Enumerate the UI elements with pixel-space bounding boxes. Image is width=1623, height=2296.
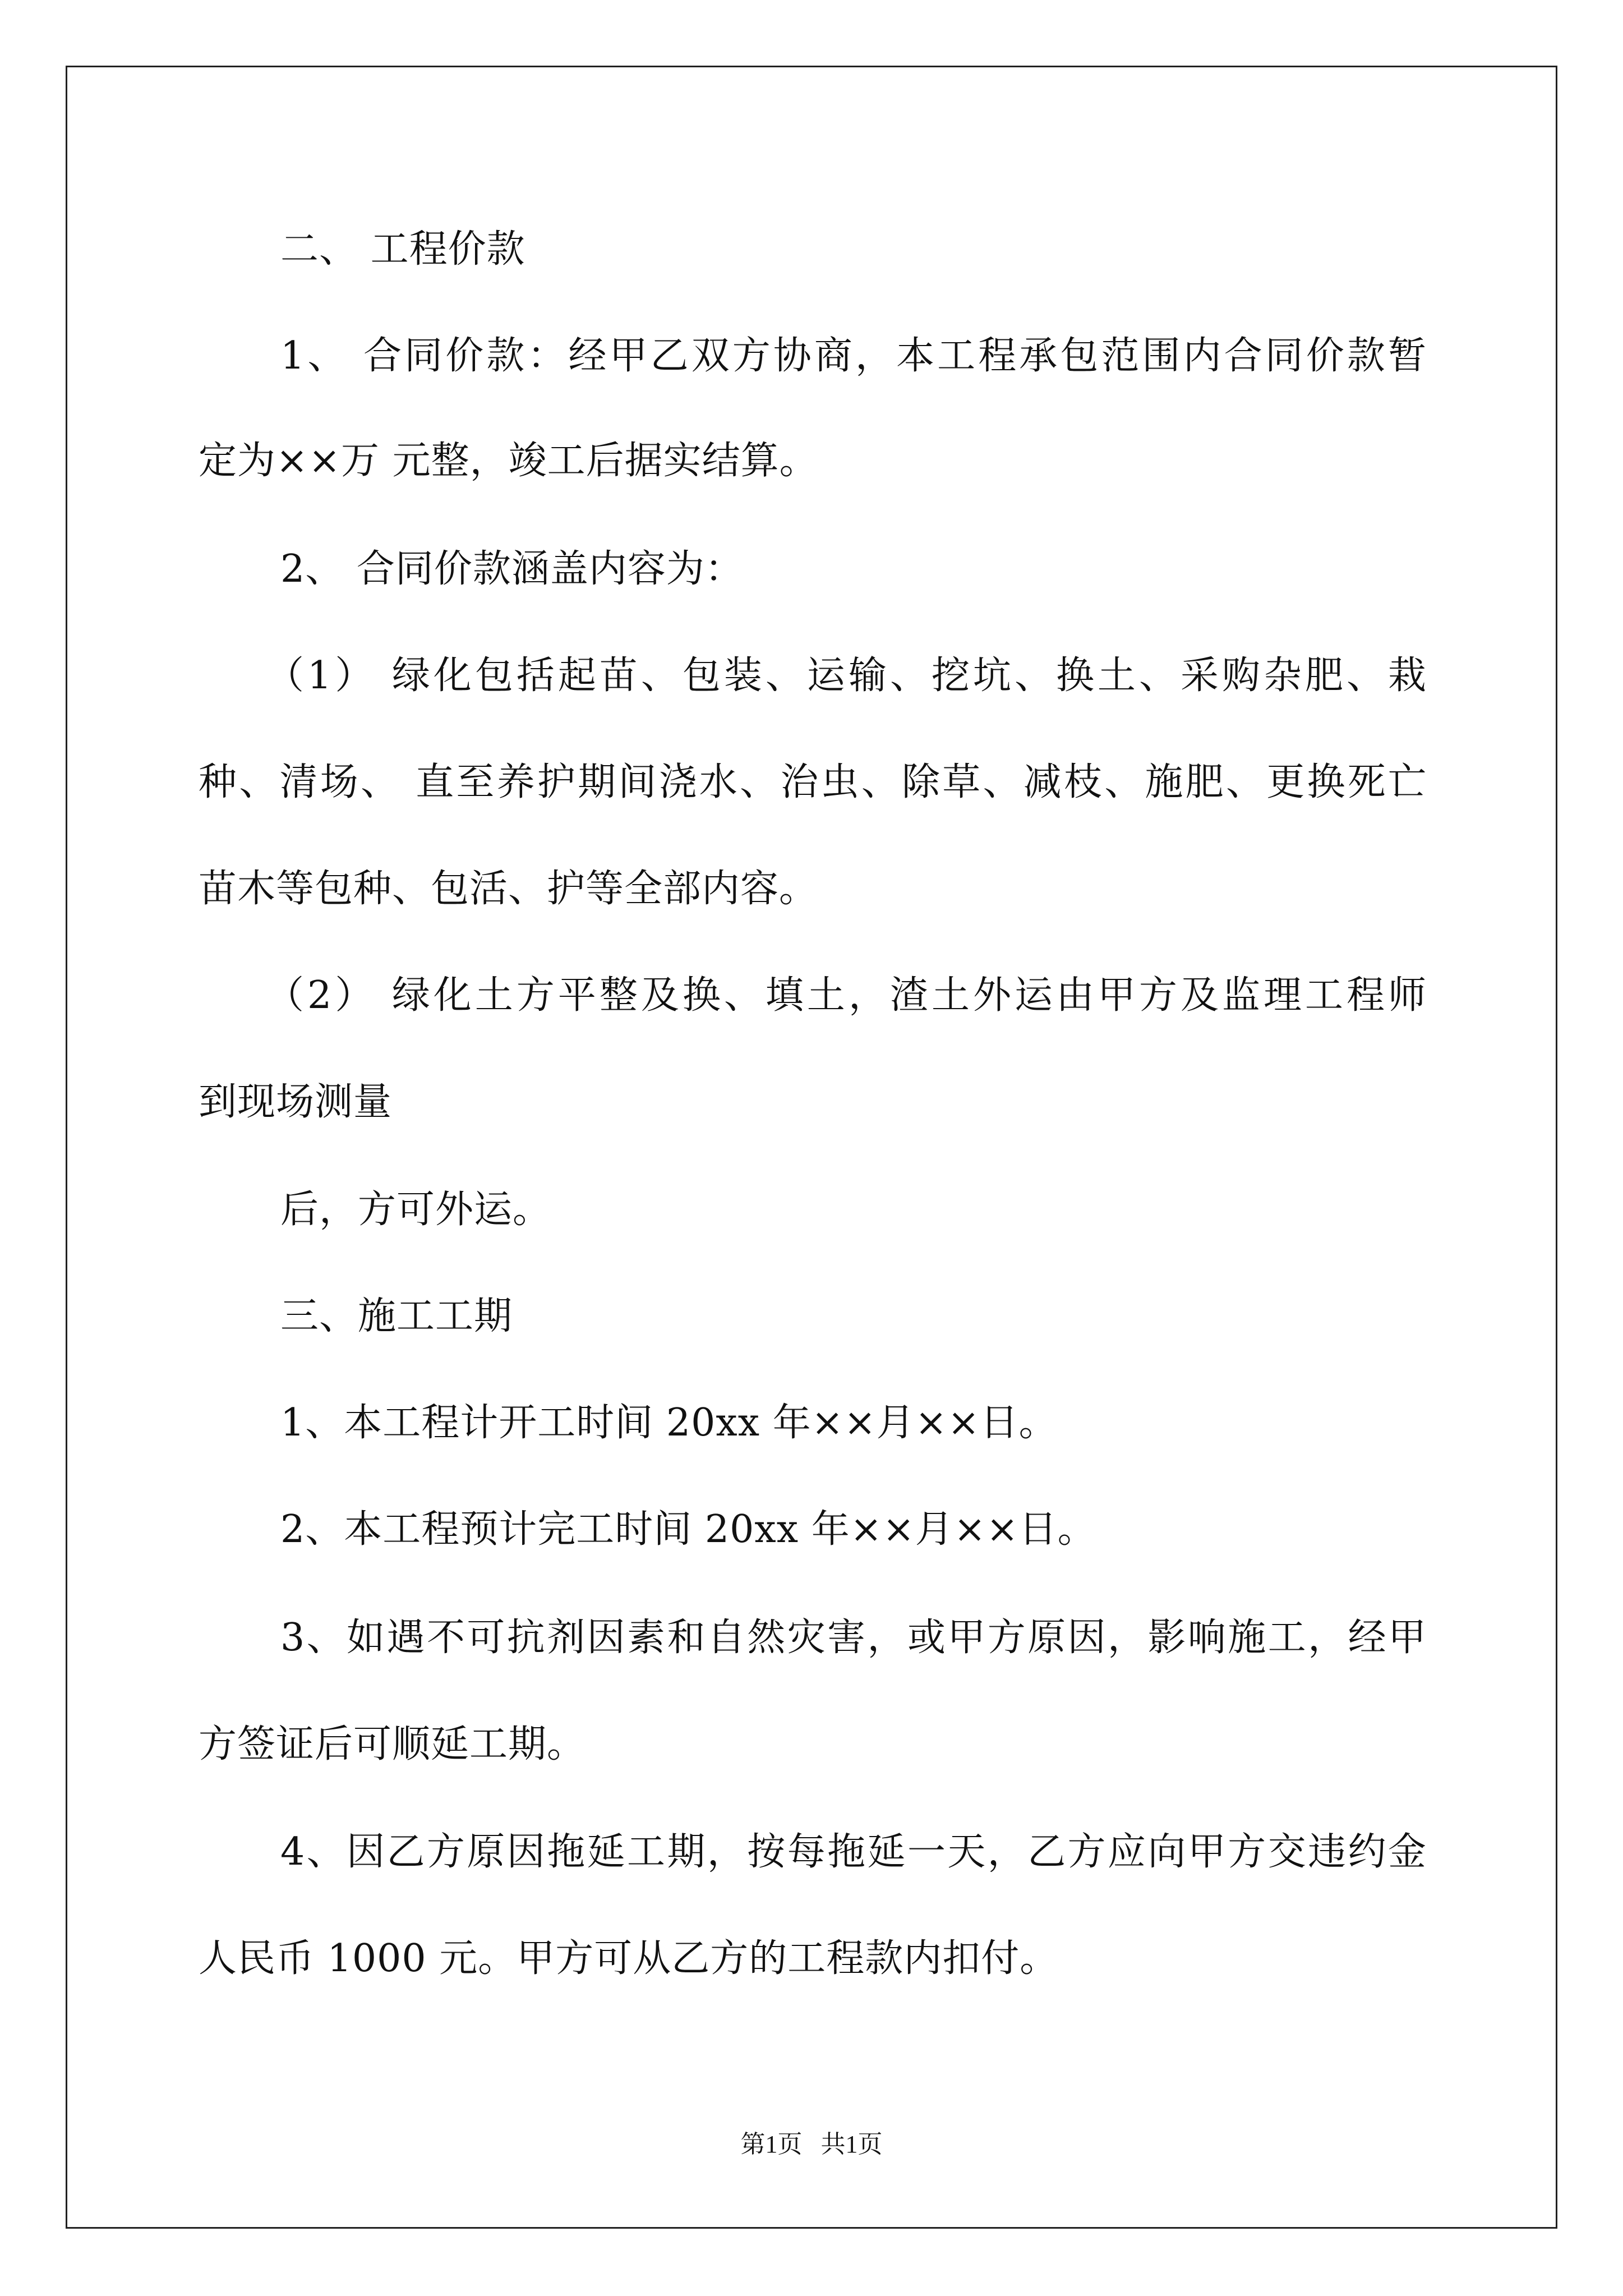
- section-heading-price: 二、 工程价款: [280, 227, 525, 272]
- paragraph-line: 种、清场、 直至养护期间浇水、治虫、除草、减枝、施肥、更换死亡: [199, 760, 1427, 804]
- paragraph-line: 2、本工程预计完工时间 20xx 年××月××日。: [280, 1507, 1096, 1552]
- paragraph-line: 2、 合同价款涵盖内容为：: [280, 547, 744, 591]
- page-border: [66, 66, 1557, 2229]
- paragraph-line: 3、如遇不可抗剂因素和自然灾害，或甲方原因，影响施工，经甲: [280, 1616, 1427, 1660]
- paragraph-line: 人民币 1000 元。甲方可从乙方的工程款内扣付。: [199, 1936, 1059, 1981]
- paragraph-line: 4、因乙方原因拖延工期，按每拖延一天，乙方应向甲方交违约金: [280, 1830, 1427, 1874]
- paragraph-line: 1、本工程计开工时间 20xx 年××月××日。: [280, 1401, 1058, 1445]
- paragraph-line: 苗木等包种、包活、护等全部内容。: [199, 867, 818, 911]
- paragraph-line: 定为××万 元整，竣工后据实结算。: [199, 439, 818, 483]
- paragraph-line: 后，方可外运。: [280, 1188, 552, 1232]
- paragraph-line: （2） 绿化土方平整及换、填土，渣土外运由甲方及监理工程师: [266, 973, 1427, 1018]
- paragraph-line: （1） 绿化包括起苗、包装、运输、挖坑、换土、采购杂肥、栽: [266, 654, 1427, 698]
- section-heading-schedule: 三、施工工期: [280, 1294, 513, 1338]
- paragraph-line: 到现场测量: [199, 1080, 393, 1124]
- paragraph-line: 方签证后可顺延工期。: [199, 1722, 586, 1766]
- page-footer: 第1页 共1页: [740, 2131, 883, 2158]
- paragraph-line: 1、 合同价款：经甲乙双方协商，本工程承包范围内合同价款暂: [280, 334, 1427, 378]
